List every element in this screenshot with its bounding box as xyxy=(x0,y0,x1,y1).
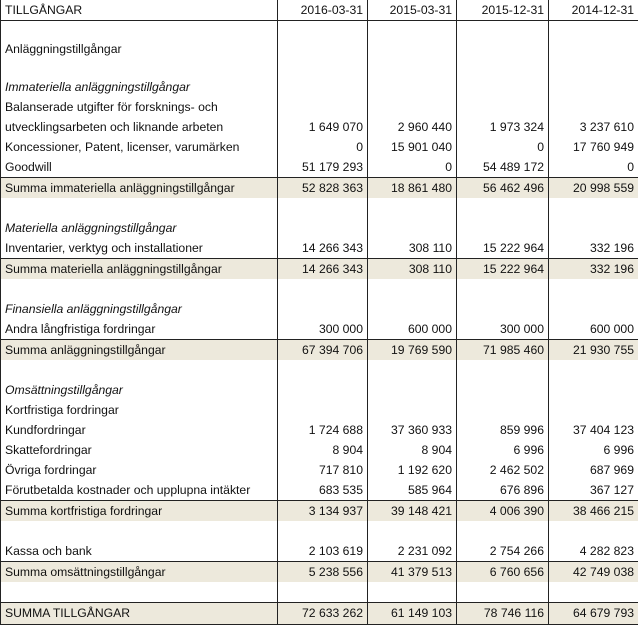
value-cell: 6 996 xyxy=(549,440,638,460)
section-heading: Finansiella anläggningstillgångar xyxy=(1,299,278,319)
table-row xyxy=(1,440,638,460)
row-label: Balanserade utgifter för forsknings- och xyxy=(1,97,278,117)
value-cell xyxy=(549,521,638,541)
value-cell: 8 904 xyxy=(368,440,457,460)
value-cell xyxy=(457,582,549,603)
value-cell xyxy=(278,299,368,319)
value-cell: 15 222 964 xyxy=(457,259,549,280)
value-cell xyxy=(278,521,368,541)
value-cell xyxy=(549,218,638,238)
header-label: TILLGÅNGAR xyxy=(1,0,278,21)
row-label: Kundfordringar xyxy=(1,420,278,440)
section-heading-row xyxy=(1,218,638,238)
section-heading-row xyxy=(1,380,638,400)
value-cell xyxy=(549,299,638,319)
value-cell xyxy=(457,198,549,218)
value-cell: 2 754 266 xyxy=(457,541,549,562)
table-row xyxy=(1,117,638,137)
value-cell: 19 769 590 xyxy=(368,340,457,361)
value-cell: 0 xyxy=(278,137,368,157)
value-cell: 56 462 496 xyxy=(457,178,549,199)
value-cell xyxy=(368,279,457,299)
summary-row xyxy=(1,340,638,361)
summary-label: Summa immateriella anläggningstillgångar xyxy=(1,178,278,199)
header-col-2015-03-31: 2015-03-31 xyxy=(368,0,457,21)
value-cell: 54 489 172 xyxy=(457,157,549,178)
value-cell: 300 000 xyxy=(278,319,368,340)
section-heading-row xyxy=(1,77,638,97)
value-cell: 41 379 513 xyxy=(368,562,457,583)
row-label xyxy=(1,279,278,299)
value-cell xyxy=(278,77,368,97)
table-row xyxy=(1,319,638,340)
value-cell: 37 360 933 xyxy=(368,420,457,440)
row-label: Koncessioner, Patent, licenser, varumärken xyxy=(1,137,278,157)
value-cell xyxy=(549,21,638,40)
value-cell xyxy=(368,582,457,603)
value-cell: 14 266 343 xyxy=(278,259,368,280)
row-label: Kortfristiga fordringar xyxy=(1,400,278,420)
value-cell: 1 724 688 xyxy=(278,420,368,440)
value-cell xyxy=(457,77,549,97)
header-row xyxy=(1,0,638,21)
value-cell: 67 394 706 xyxy=(278,340,368,361)
value-cell xyxy=(549,279,638,299)
value-cell: 18 861 480 xyxy=(368,178,457,199)
value-cell: 600 000 xyxy=(549,319,638,340)
table-row xyxy=(1,137,638,157)
value-cell: 2 103 619 xyxy=(278,541,368,562)
row-label: Andra långfristiga fordringar xyxy=(1,319,278,340)
table-row xyxy=(1,541,638,562)
value-cell xyxy=(278,360,368,380)
value-cell xyxy=(549,97,638,117)
summary-row xyxy=(1,603,638,625)
value-cell xyxy=(278,279,368,299)
value-cell xyxy=(457,97,549,117)
value-cell xyxy=(368,77,457,97)
value-cell xyxy=(368,299,457,319)
value-cell xyxy=(278,21,368,40)
value-cell xyxy=(368,380,457,400)
row-label xyxy=(1,198,278,218)
value-cell xyxy=(368,198,457,218)
value-cell xyxy=(457,21,549,40)
table-row xyxy=(1,97,638,117)
row-label: utvecklingsarbeten och liknande arbeten xyxy=(1,117,278,137)
value-cell xyxy=(368,400,457,420)
value-cell: 1 649 070 xyxy=(278,117,368,137)
value-cell: 78 746 116 xyxy=(457,603,549,625)
value-cell xyxy=(549,400,638,420)
spacer-row xyxy=(1,360,638,380)
value-cell: 51 179 293 xyxy=(278,157,368,178)
value-cell: 61 149 103 xyxy=(368,603,457,625)
value-cell xyxy=(278,380,368,400)
row-label: Skattefordringar xyxy=(1,440,278,460)
value-cell xyxy=(549,77,638,97)
value-cell: 308 110 xyxy=(368,238,457,259)
summary-row xyxy=(1,562,638,583)
summary-label: Summa anläggningstillgångar xyxy=(1,340,278,361)
value-cell xyxy=(278,59,368,77)
value-cell xyxy=(368,39,457,59)
value-cell: 332 196 xyxy=(549,259,638,280)
value-cell xyxy=(457,279,549,299)
value-cell: 39 148 421 xyxy=(368,501,457,522)
value-cell: 2 960 440 xyxy=(368,117,457,137)
row-label xyxy=(1,59,278,77)
row-label xyxy=(1,21,278,40)
value-cell xyxy=(457,59,549,77)
section-heading-row xyxy=(1,299,638,319)
value-cell: 42 749 038 xyxy=(549,562,638,583)
value-cell xyxy=(457,400,549,420)
value-cell xyxy=(457,218,549,238)
value-cell: 21 930 755 xyxy=(549,340,638,361)
value-cell: 0 xyxy=(457,137,549,157)
header-col-2014-12-31: 2014-12-31 xyxy=(549,0,638,21)
value-cell xyxy=(278,39,368,59)
value-cell xyxy=(457,380,549,400)
value-cell: 38 466 215 xyxy=(549,501,638,522)
row-label xyxy=(1,582,278,603)
balance-sheet-body xyxy=(1,0,638,625)
table-row xyxy=(1,460,638,480)
value-cell: 308 110 xyxy=(368,259,457,280)
value-cell xyxy=(278,97,368,117)
value-cell xyxy=(457,521,549,541)
row-label: Kassa och bank xyxy=(1,541,278,562)
summary-row xyxy=(1,259,638,280)
value-cell: 585 964 xyxy=(368,480,457,501)
value-cell: 859 996 xyxy=(457,420,549,440)
spacer-row xyxy=(1,198,638,218)
value-cell xyxy=(368,97,457,117)
section-heading: Omsättningstillgångar xyxy=(1,380,278,400)
row-label: Goodwill xyxy=(1,157,278,178)
value-cell: 0 xyxy=(549,157,638,178)
table-row xyxy=(1,39,638,59)
summary-row xyxy=(1,178,638,199)
row-label: Anläggningstillgångar xyxy=(1,39,278,59)
value-cell: 14 266 343 xyxy=(278,238,368,259)
table-row xyxy=(1,480,638,501)
value-cell: 3 134 937 xyxy=(278,501,368,522)
spacer-row xyxy=(1,279,638,299)
table-row xyxy=(1,400,638,420)
value-cell xyxy=(457,39,549,59)
value-cell xyxy=(549,39,638,59)
summary-label: SUMMA TILLGÅNGAR xyxy=(1,603,278,625)
value-cell: 2 462 502 xyxy=(457,460,549,480)
value-cell: 0 xyxy=(368,157,457,178)
value-cell: 683 535 xyxy=(278,480,368,501)
value-cell: 3 237 610 xyxy=(549,117,638,137)
value-cell: 4 006 390 xyxy=(457,501,549,522)
value-cell: 71 985 460 xyxy=(457,340,549,361)
value-cell: 676 896 xyxy=(457,480,549,501)
value-cell: 6 996 xyxy=(457,440,549,460)
value-cell xyxy=(278,400,368,420)
table-row xyxy=(1,238,638,259)
spacer-row xyxy=(1,21,638,40)
value-cell xyxy=(549,380,638,400)
value-cell: 64 679 793 xyxy=(549,603,638,625)
table-row xyxy=(1,157,638,178)
value-cell: 37 404 123 xyxy=(549,420,638,440)
value-cell: 20 998 559 xyxy=(549,178,638,199)
value-cell: 17 760 949 xyxy=(549,137,638,157)
section-heading: Materiella anläggningstillgångar xyxy=(1,218,278,238)
value-cell xyxy=(278,218,368,238)
value-cell xyxy=(457,299,549,319)
value-cell xyxy=(457,360,549,380)
spacer-row xyxy=(1,521,638,541)
value-cell: 4 282 823 xyxy=(549,541,638,562)
value-cell xyxy=(549,59,638,77)
value-cell: 5 238 556 xyxy=(278,562,368,583)
row-label: Inventarier, verktyg och installationer xyxy=(1,238,278,259)
value-cell: 687 969 xyxy=(549,460,638,480)
row-label: Förutbetalda kostnader och upplupna intäkter xyxy=(1,480,278,501)
value-cell xyxy=(368,521,457,541)
value-cell: 6 760 656 xyxy=(457,562,549,583)
value-cell: 332 196 xyxy=(549,238,638,259)
value-cell: 15 222 964 xyxy=(457,238,549,259)
value-cell: 600 000 xyxy=(368,319,457,340)
value-cell xyxy=(368,360,457,380)
value-cell xyxy=(278,582,368,603)
row-label xyxy=(1,521,278,541)
summary-label: Summa materiella anläggningstillgångar xyxy=(1,259,278,280)
value-cell: 717 810 xyxy=(278,460,368,480)
header-col-2015-12-31: 2015-12-31 xyxy=(457,0,549,21)
row-label xyxy=(1,360,278,380)
value-cell xyxy=(368,59,457,77)
header-col-2016-03-31: 2016-03-31 xyxy=(278,0,368,21)
row-label: Övriga fordringar xyxy=(1,460,278,480)
spacer-row xyxy=(1,59,638,77)
value-cell xyxy=(549,582,638,603)
value-cell: 300 000 xyxy=(457,319,549,340)
summary-label: Summa omsättningstillgångar xyxy=(1,562,278,583)
value-cell xyxy=(549,360,638,380)
summary-row xyxy=(1,501,638,522)
spacer-row xyxy=(1,582,638,603)
section-heading: Immateriella anläggningstillgångar xyxy=(1,77,278,97)
value-cell: 2 231 092 xyxy=(368,541,457,562)
value-cell xyxy=(368,218,457,238)
value-cell: 72 633 262 xyxy=(278,603,368,625)
value-cell: 1 973 324 xyxy=(457,117,549,137)
summary-label: Summa kortfristiga fordringar xyxy=(1,501,278,522)
value-cell xyxy=(368,21,457,40)
table-row xyxy=(1,420,638,440)
value-cell: 52 828 363 xyxy=(278,178,368,199)
value-cell: 15 901 040 xyxy=(368,137,457,157)
value-cell: 367 127 xyxy=(549,480,638,501)
value-cell: 8 904 xyxy=(278,440,368,460)
value-cell: 1 192 620 xyxy=(368,460,457,480)
value-cell xyxy=(549,198,638,218)
value-cell xyxy=(278,198,368,218)
